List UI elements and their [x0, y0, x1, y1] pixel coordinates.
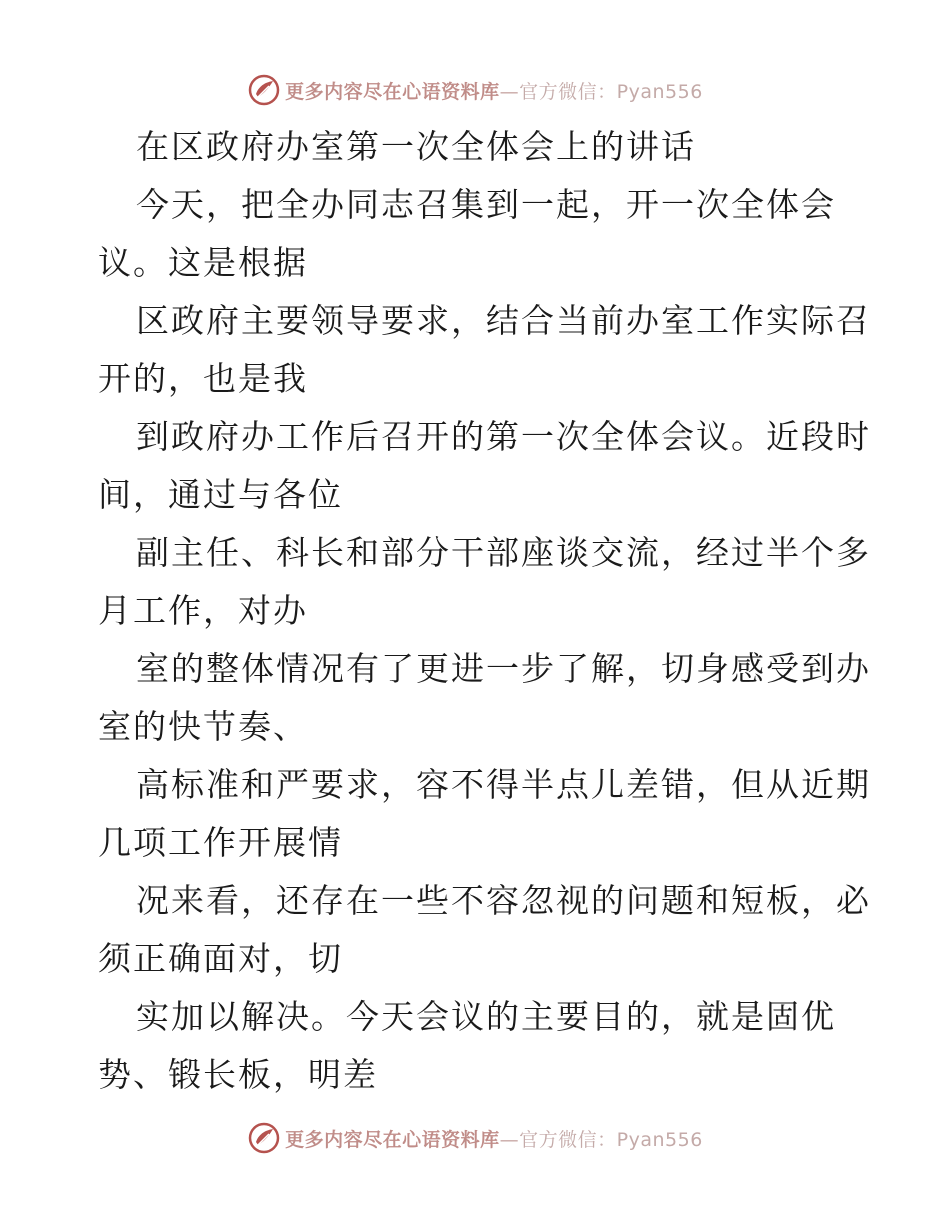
text-line: 副主任、科长和部分干部座谈交流，经过半个多	[136, 533, 871, 572]
watermark-brand: 更多内容尽在心语资料库	[285, 1128, 500, 1151]
text-line: 实加以解决。今天会议的主要目的，就是固优	[136, 997, 836, 1036]
watermark-separator: —	[499, 80, 520, 103]
text-line: 高标准和严要求，容不得半点儿差错，但从近期	[136, 765, 871, 804]
document-body	[98, 118, 871, 1104]
text-line: 今天，把全办同志召集到一起，开一次全体会	[136, 185, 836, 224]
logo-icon	[247, 73, 281, 107]
watermark-wechat: 官方微信：Pyan556	[519, 1128, 703, 1151]
text-line: 区政府主要领导要求，结合当前办室工作实际召	[136, 301, 871, 340]
text-line: 在区政府办室第一次全体会上的讲话	[136, 127, 696, 166]
watermark-separator: —	[499, 1128, 520, 1151]
watermark-brand: 更多内容尽在心语资料库	[285, 80, 500, 103]
watermark-text	[285, 1125, 703, 1152]
text-line: 室的快节奏、	[98, 707, 308, 746]
text-line: 到政府办工作后召开的第一次全体会议。近段时	[136, 417, 871, 456]
watermark-wechat: 官方微信：Pyan556	[519, 80, 703, 103]
header-watermark-banner	[0, 70, 950, 110]
logo-icon	[247, 1121, 281, 1155]
text-line: 势、锻长板，明差	[98, 1055, 378, 1094]
watermark-text	[285, 77, 703, 104]
text-line: 开的，也是我	[98, 359, 308, 398]
text-line: 议。这是根据	[98, 243, 308, 282]
text-line: 月工作，对办	[98, 591, 308, 630]
footer-watermark-banner	[0, 1118, 950, 1158]
text-line: 几项工作开展情	[98, 823, 343, 862]
text-line: 须正确面对，切	[98, 939, 343, 978]
text-line: 室的整体情况有了更进一步了解，切身感受到办	[136, 649, 871, 688]
text-line: 况来看，还存在一些不容忽视的问题和短板，必	[136, 881, 871, 920]
text-line: 间，通过与各位	[98, 475, 343, 514]
